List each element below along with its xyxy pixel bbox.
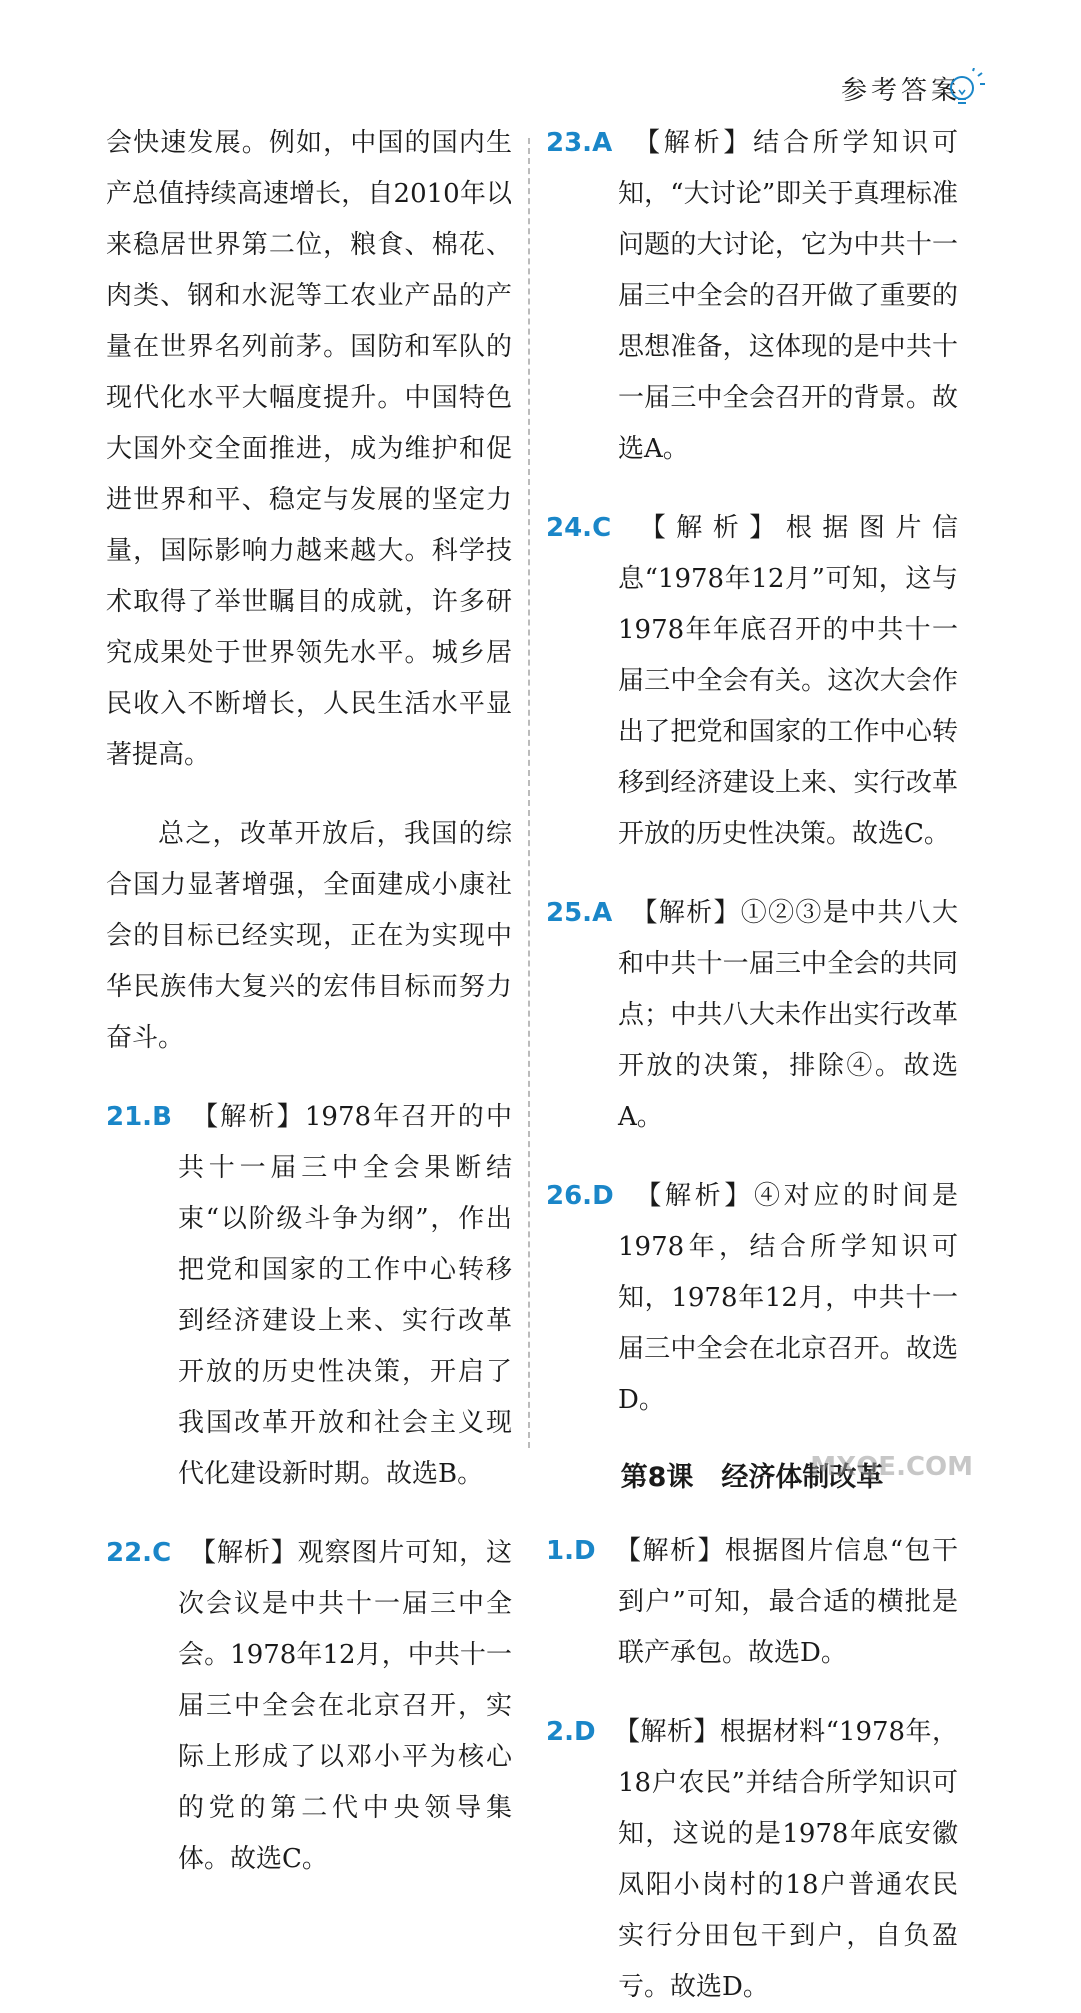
answer-item-22	[106, 1528, 512, 1885]
right-column	[546, 118, 958, 2013]
item-answer: D	[573, 1717, 596, 1747]
item-answer: D	[573, 1536, 596, 1566]
answer-item-23	[546, 118, 958, 475]
item-text: 【解析】观察图片可知，这次会议是中共十一届三中全会。1978年12月，中共十一届三中全会在北京召开，实际上形成了以邓小平为核心的党的第二代中央领导集体。故选C。	[178, 1538, 512, 1874]
page-header-title: 参考答案	[840, 76, 961, 106]
item-number: 21.	[106, 1102, 153, 1132]
item-answer: C	[592, 513, 612, 543]
lesson-number: 第8课	[620, 1462, 694, 1493]
item-text: 【解析】根据材料“1978年，18户农民”并结合所学知识可知，这说的是1978年底安徽凤阳小岗村的18户普通农民实行分田包干到户，自负盈亏。故选D。	[613, 1717, 958, 2002]
item-text: 【解析】根据图片信息“包干到户”可知，最合适的横批是联产承包。故选D。	[613, 1536, 958, 1668]
item-number: 22.	[106, 1538, 153, 1568]
item-text: 【解析】结合所学知识可知，“大讨论”即关于真理标准问题的大讨论，它为中共十一届三中全会的召开做了重要的思想准备，这体现的是中共十一届三中全会召开的背景。故选A。	[618, 128, 958, 464]
item-text: 【解析】④对应的时间是1978年，结合所学知识可知，1978年12月，中共十一届三中全会在北京召开。故选D。	[618, 1181, 958, 1415]
item-number: 23.	[546, 128, 593, 158]
answer-item-1	[546, 1526, 958, 1679]
item-text: 【解析】1978年召开的中共十一届三中全会果断结束“以阶级斗争为纲”，作出把党和国家的工作中心转移到经济建设上来、实行改革开放的历史性决策，开启了我国改革开放和社会主义现代化建设新时期。故选B。	[178, 1102, 512, 1489]
answer-item-25	[546, 888, 958, 1143]
column-divider	[528, 138, 530, 1448]
lightbulb-icon	[942, 68, 986, 112]
paragraph-1: 会快速发展。例如，中国的国内生产总值持续高速增长，自2010年以来稳居世界第二位，粮食、棉花、肉类、钢和水泥等工农业产品的产量在世界名列前茅。国防和军队的现代化水平大幅度提升。中国特色大国外交全面推进，成为维护和促进世界和平、稳定与发展的坚定力量，国际影响力越来越大。科学技术取得了举世瞩目的成就，许多研究成果处于世界领先水平。城乡居民收入不断增长，人民生活水平显著提高。	[106, 128, 512, 770]
paragraph-2: 总之，改革开放后，我国的综合国力显著增强，全面建成小康社会的目标已经实现，正在为实现中华民族伟大复兴的宏伟目标而努力奋斗。	[106, 819, 512, 1053]
item-answer: B	[152, 1102, 172, 1132]
lesson-title: 经济体制改革	[721, 1462, 884, 1493]
item-answer: D	[592, 1181, 614, 1211]
item-answer: A	[592, 128, 613, 158]
watermark: MXQE.COM	[810, 1452, 973, 1482]
answer-item-26	[546, 1171, 958, 1426]
item-number: 25.	[546, 898, 593, 928]
item-text: 【解析】根据图片信息“1978年12月”可知，这与1978年年底召开的中共十一届三中全会有关。这次大会作出了把党和国家的工作中心转移到经济建设上来、实行改革开放的历史性决策。故选C。	[618, 513, 958, 849]
left-column	[106, 118, 512, 1885]
answer-item-24	[546, 503, 958, 860]
item-text: 【解析】①②③是中共八大和中共十一届三中全会的共同点；中共八大未作出实行改革开放的决策，排除④。故选A。	[618, 898, 958, 1132]
item-number: 2.	[546, 1717, 574, 1747]
item-answer: C	[152, 1538, 172, 1568]
answer-item-2	[546, 1707, 958, 2013]
item-number: 1.	[546, 1536, 574, 1566]
item-number: 26.	[546, 1181, 593, 1211]
item-answer: A	[592, 898, 613, 928]
answer-item-21	[106, 1092, 512, 1500]
item-number: 24.	[546, 513, 593, 543]
